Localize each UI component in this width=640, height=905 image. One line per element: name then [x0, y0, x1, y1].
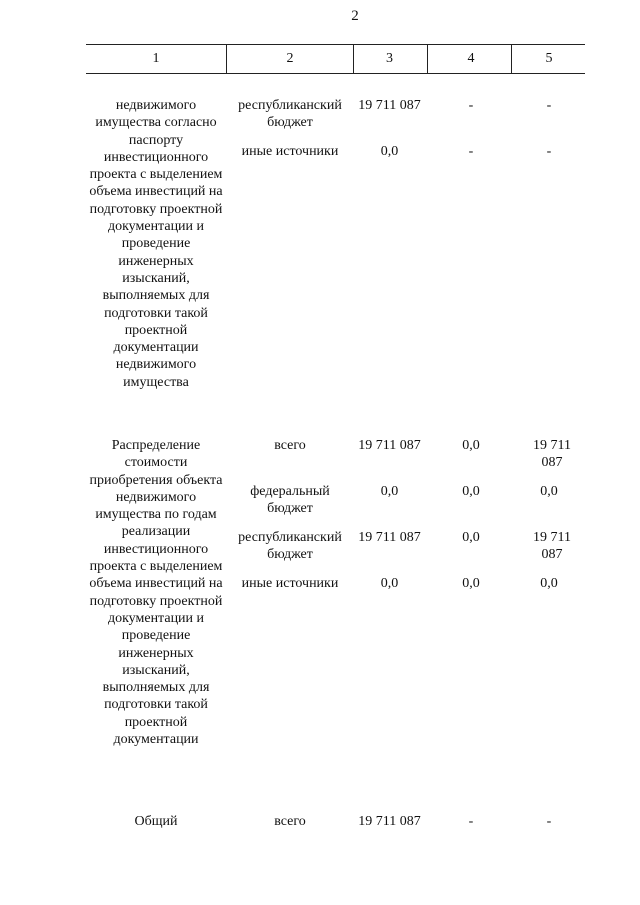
- value-col-5: -: [546, 144, 552, 159]
- funding-source: иные источники: [241, 144, 339, 159]
- header-bottom-rule: [86, 73, 585, 74]
- value-col-4: 0,0: [462, 438, 480, 453]
- funding-source: республиканский бюджет: [238, 98, 342, 131]
- funding-source: федеральный бюджет: [250, 484, 330, 517]
- column-header-5: 5: [545, 51, 553, 66]
- column-header-3: 3: [386, 51, 393, 66]
- funding-source: всего: [274, 438, 306, 453]
- page-number: 2: [351, 8, 359, 24]
- value-col-4: 0,0: [462, 484, 480, 499]
- funding-source: иные источники: [241, 576, 339, 591]
- value-col-5: 0,0: [540, 484, 558, 499]
- value-col-3: 0,0: [380, 144, 399, 159]
- value-col-4: 0,0: [462, 530, 480, 545]
- value-col-3: 0,0: [380, 484, 399, 499]
- value-col-4: -: [468, 98, 474, 113]
- value-col-3: 19 711 087: [358, 814, 421, 829]
- value-col-3: 19 711 087: [358, 438, 421, 453]
- funding-source: республиканский бюджет: [238, 530, 342, 563]
- value-col-5: 0,0: [540, 576, 558, 591]
- funding-source: всего: [274, 814, 306, 829]
- value-col-5: 19 711 087: [533, 438, 571, 471]
- value-col-4: 0,0: [462, 576, 480, 591]
- value-col-3: 19 711 087: [358, 530, 421, 545]
- section-description: Общий: [134, 814, 178, 829]
- value-col-5: -: [546, 98, 552, 113]
- value-col-3: 19 711 087: [358, 98, 421, 113]
- value-col-4: -: [468, 814, 474, 829]
- value-col-5: 19 711 087: [533, 530, 571, 563]
- value-col-5: -: [546, 814, 552, 829]
- column-header-1: 1: [152, 51, 160, 66]
- section-description: недвижимого имущества согласно паспорту инвестиционного проекта с выделением объема инвестиций на подготовку проектной документации и проведение инженерных изысканий, выполняемых для подготовки такой проектной документации недвижимого имущества: [89, 98, 223, 390]
- column-header-4: 4: [467, 51, 475, 66]
- section-description: Распределение стоимости приобретения объекта недвижимого имущества по годам реализации инвестиционного проекта с выделением объема инвестиций на подготовку проектной документации и проведение инженерных изысканий, выполняемых для подготовки такой проектной документации: [89, 438, 223, 748]
- column-header-2: 2: [286, 51, 294, 66]
- value-col-3: 0,0: [380, 576, 399, 591]
- value-col-4: -: [468, 144, 474, 159]
